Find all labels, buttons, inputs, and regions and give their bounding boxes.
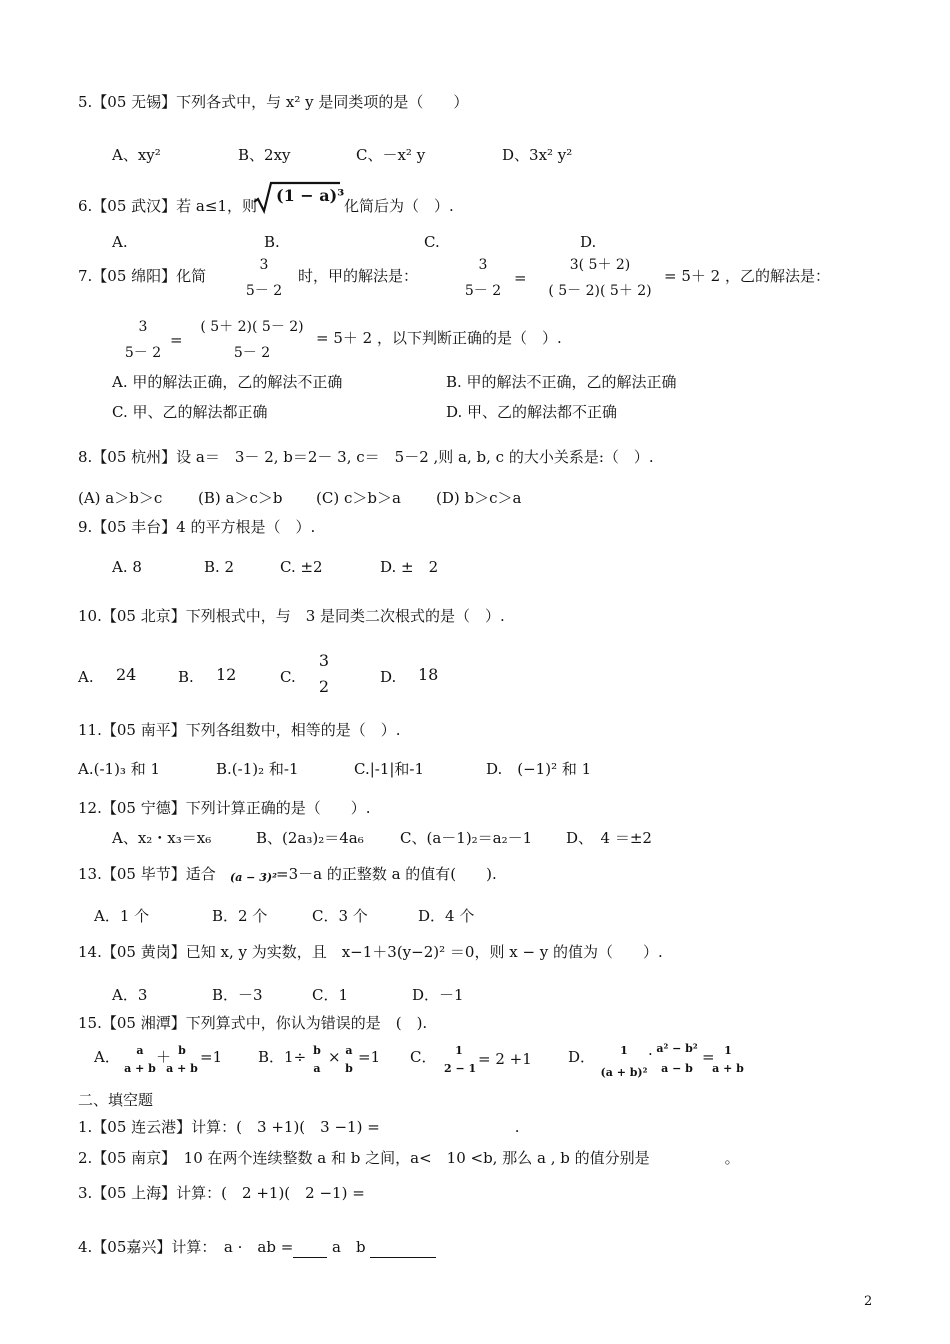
q15-d-frac2-den: a − b — [661, 1062, 693, 1075]
q15-c-result: = 2 +1 — [478, 1050, 532, 1068]
fill-1: 1.【05 连云港】计算：( 3 +1)( 3 −1) = . — [78, 1118, 520, 1136]
q12-stem: 12.【05 宁德】下列计算正确的是（ ）. — [78, 799, 371, 817]
q11-stem: 11.【05 南平】下列各组数中，相等的是（ ）. — [78, 721, 401, 739]
q11-option-c: C.|-1|和-1 — [354, 760, 425, 778]
q7-frac4-den: 5－ 2 — [124, 345, 162, 361]
q15-b-frac1-num: b — [313, 1044, 321, 1057]
q7-option-b: B. 甲的解法不正确，乙的解法正确 — [446, 373, 677, 391]
page-number: 2 — [864, 1294, 873, 1309]
q11-option-a: A.(-1)₃ 和 1 — [78, 760, 161, 778]
q9-option-b: B. 2 — [204, 558, 235, 576]
q13-stem-pre: 13.【05 毕节】适合 — [78, 865, 216, 883]
q15-c-frac-den: 2 − 1 — [444, 1062, 477, 1075]
q7-frac3-num: 3( 5＋ 2) — [569, 257, 631, 273]
q8-option-a: (A) a＞b＞c — [78, 489, 163, 507]
q10-option-a-value: 24 — [116, 665, 137, 684]
q7-stem-pre: 7.【05 绵阳】化简 — [78, 267, 207, 285]
q10-option-a-label: A. — [78, 668, 94, 686]
q14-option-a: A．3 — [112, 986, 148, 1004]
q15-d-frac1-den: (a + b)² — [600, 1066, 648, 1079]
q6-stem-pre: 6.【05 武汉】若 a≤1，则 — [78, 197, 257, 215]
q13-option-a: A．1 个 — [94, 907, 150, 925]
q10-option-b-label: B. — [178, 668, 194, 686]
q15-a-frac2-den: a + b — [166, 1062, 198, 1075]
q5-option-b: B、2xy — [238, 146, 291, 164]
q10-option-c-den: 2 — [318, 677, 330, 696]
q5-option-a: A、xy² — [112, 146, 161, 164]
q9-option-a: A. 8 — [112, 558, 142, 576]
q7-frac4-num: 3 — [138, 319, 148, 335]
q15-stem: 15.【05 湘潭】下列算式中，你认为错误的是 ( ). — [78, 1014, 428, 1032]
q9-option-d: D. ± 2 — [380, 558, 439, 576]
fill-2: 2.【05 南京】 10 在两个连续整数 a 和 b 之间，a< 10 <b, 那么 a , b 的值分别是 。 — [78, 1149, 740, 1167]
q7-equals-1: = — [514, 269, 527, 287]
q15-option-b-label: B．1÷ — [258, 1048, 307, 1066]
q7-stem-mid: 时，甲的解法是： — [298, 267, 419, 285]
q15-a-frac1-num: a — [136, 1044, 144, 1057]
q10-option-d-value: 18 — [418, 665, 439, 684]
fill-3: 3.【05 上海】计算：( 2 +1)( 2 −1) = — [78, 1184, 365, 1202]
q5-option-c: C、－x² y — [356, 146, 426, 164]
q8-option-c: (C) c＞b＞a — [316, 489, 401, 507]
q15-d-frac3-den: a + b — [712, 1062, 744, 1075]
q14-option-d: D．－1 — [412, 986, 464, 1004]
q15-option-d-label: D． — [568, 1048, 596, 1066]
q14-option-b: B．－3 — [212, 986, 263, 1004]
q6-option-d: D. — [580, 233, 597, 251]
q15-b-result: =1 — [358, 1048, 381, 1066]
q9-stem: 9.【05 丰台】4 的平方根是（ ）. — [78, 518, 316, 536]
fill-4-blank-2 — [370, 1237, 436, 1258]
q9-option-c: C. ±2 — [280, 558, 323, 576]
q15-a-plus: ＋ — [156, 1048, 172, 1066]
fill-4-pre: 4.【05嘉兴】计算： a · ab = — [78, 1238, 294, 1256]
q15-d-frac3-num: 1 — [724, 1044, 732, 1057]
q13-option-d: D．4 个 — [418, 907, 475, 925]
q15-d-dot: · — [648, 1045, 653, 1063]
q12-option-d: D、 4 ＝±2 — [566, 829, 652, 847]
q13-option-b: B．2 个 — [212, 907, 268, 925]
q11-option-b: B.(-1)₂ 和-1 — [216, 760, 299, 778]
q15-a-frac2-num: b — [178, 1044, 186, 1057]
q6-option-a: A. — [112, 233, 128, 251]
section-title-fill-in: 二、填空题 — [78, 1091, 154, 1109]
q15-option-c-label: C． — [410, 1048, 437, 1066]
q7-frac2-num: 3 — [478, 257, 488, 273]
q15-b-frac2-den: b — [345, 1062, 353, 1075]
fill-4-mid: a b — [332, 1238, 366, 1256]
q14-option-c: C．1 — [312, 986, 349, 1004]
q7-result-1: = 5＋ 2 ，乙的解法是： — [664, 267, 830, 285]
q7-option-c: C. 甲、乙的解法都正确 — [112, 403, 268, 421]
q15-a-frac1-den: a + b — [124, 1062, 156, 1075]
q13-expression: (a − 3)² — [230, 871, 277, 884]
q7-option-a: A. 甲的解法正确，乙的解法不正确 — [112, 373, 343, 391]
q7-frac2-den: 5－ 2 — [464, 283, 502, 299]
q7-frac3-den: ( 5－ 2)( 5＋ 2) — [548, 283, 652, 299]
q15-a-result: =1 — [200, 1048, 223, 1066]
q15-b-frac2-num: a — [345, 1044, 353, 1057]
q8-stem: 8.【05 杭州】设 a＝ 3－ 2, b＝2－ 3, c＝ 5－2 ,则 a, b, c 的大小关系是:（ ）. — [78, 448, 654, 466]
q15-c-frac-num: 1 — [455, 1044, 463, 1057]
q7-option-d: D. 甲、乙的解法都不正确 — [446, 403, 618, 421]
q5-stem: 5.【05 无锡】下列各式中，与 x² y 是同类项的是（ ） — [78, 93, 469, 111]
q14-stem: 14.【05 黄岗】已知 x, y 为实数，且 x−1＋3(y−2)² ＝0，则 x − y 的值为（ ）. — [78, 943, 663, 961]
q5-option-d: D、3x² y² — [502, 146, 573, 164]
q10-option-b-value: 12 — [216, 665, 237, 684]
q7-result-2: = 5＋ 2 ，以下判断正确的是（ ）. — [316, 329, 562, 347]
q15-d-equals: = — [702, 1048, 715, 1066]
q7-equals-2: = — [170, 331, 183, 349]
q6-option-c: C. — [424, 233, 440, 251]
q6-option-b: B. — [264, 233, 280, 251]
fill-4-blank-1 — [293, 1237, 327, 1258]
q11-option-d: D. (−1)² 和 1 — [486, 760, 592, 778]
q6-radical-expression: (1 − a)³ — [276, 186, 345, 205]
q10-option-c-num: 3 — [318, 651, 330, 670]
q6-stem-post: 化简后为（ ）. — [344, 197, 454, 215]
q13-stem-post: =3－a 的正整数 a 的值有( ). — [276, 865, 497, 883]
q7-frac1-num: 3 — [259, 257, 269, 273]
fill-4 — [78, 1237, 436, 1258]
q10-stem: 10.【05 北京】下列根式中，与 3 是同类二次根式的是（ ）. — [78, 607, 505, 625]
q8-option-d: (D) b＞c＞a — [436, 489, 522, 507]
q15-b-frac1-den: a — [313, 1062, 321, 1075]
q7-frac5-den: 5－ 2 — [233, 345, 271, 361]
q12-option-a: A、x₂・x₃＝x₆ — [112, 829, 212, 847]
q8-option-b: (B) a＞c＞b — [198, 489, 283, 507]
q15-d-frac1-num: 1 — [620, 1044, 628, 1057]
q12-option-b: B、(2a₃)₂＝4a₆ — [256, 829, 364, 847]
q15-option-a-label: A． — [94, 1048, 120, 1066]
q7-frac5-num: ( 5＋ 2)( 5－ 2) — [200, 319, 304, 335]
q15-b-times: × — [328, 1048, 341, 1066]
q15-d-frac2-num: a² − b² — [656, 1042, 698, 1055]
q10-option-d-label: D. — [380, 668, 397, 686]
q13-option-c: C．3 个 — [312, 907, 368, 925]
q10-option-c-label: C. — [280, 668, 296, 686]
q7-frac1-den: 5－ 2 — [245, 283, 283, 299]
q12-option-c: C、(a－1)₂＝a₂－1 — [400, 829, 533, 847]
